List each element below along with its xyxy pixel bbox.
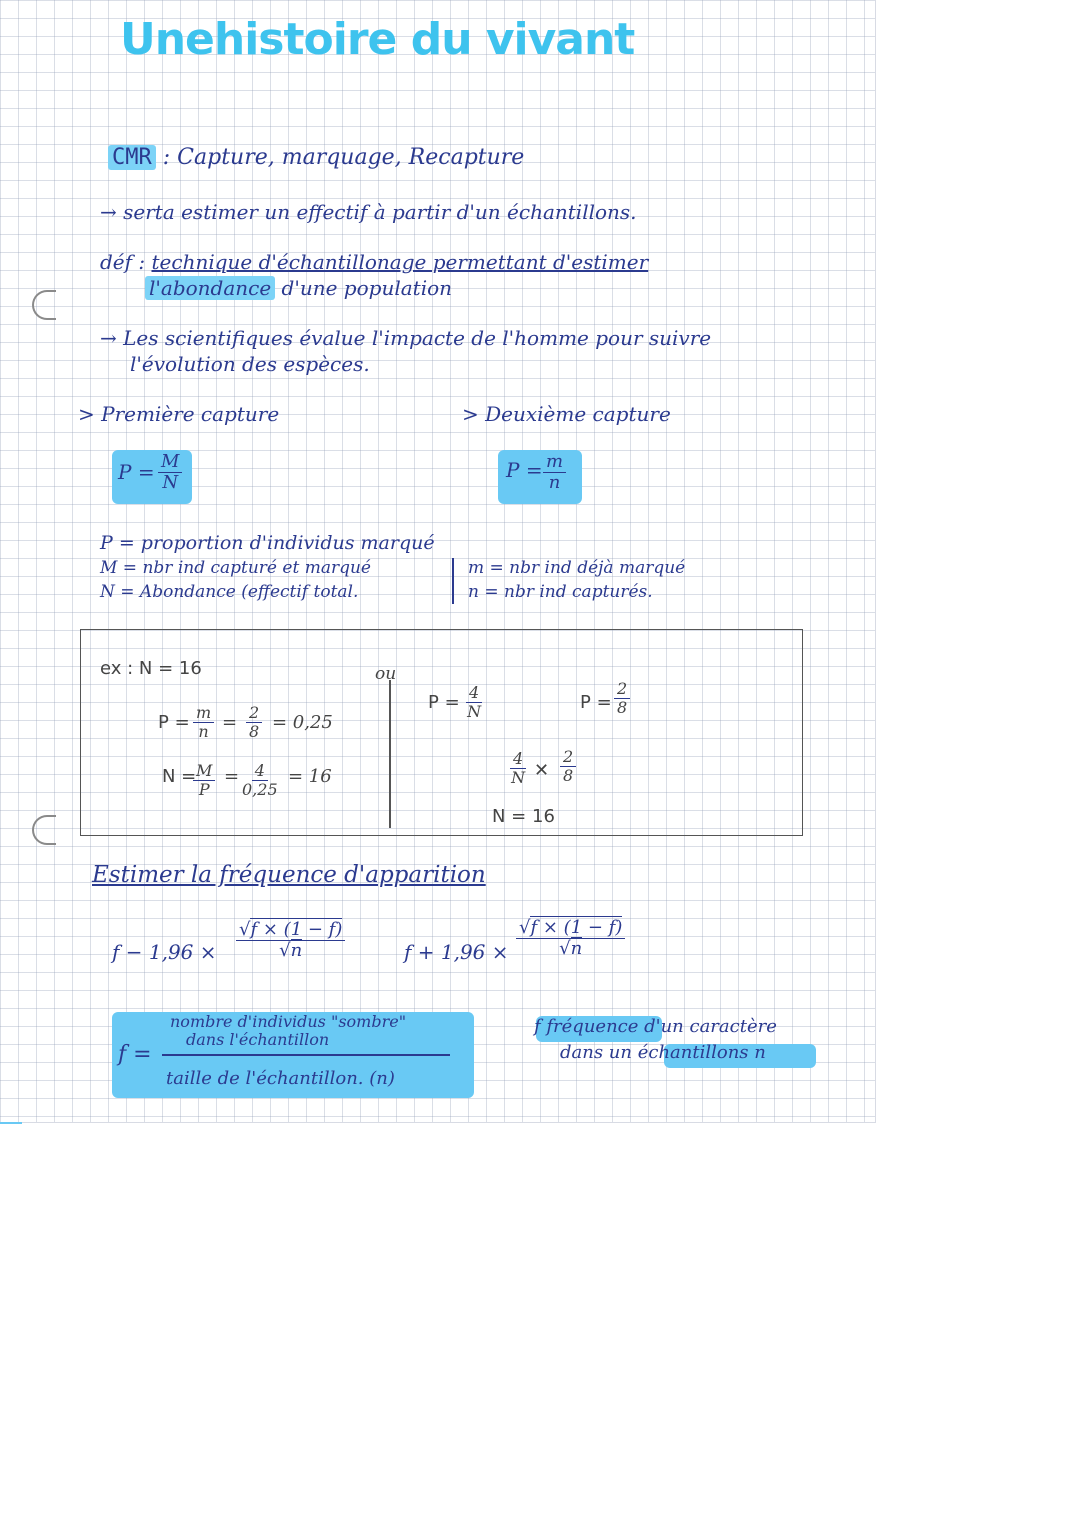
legend-divider bbox=[452, 558, 454, 604]
ci-right-fraction bbox=[516, 918, 625, 959]
binder-hole bbox=[32, 290, 56, 320]
def-rest: d'une population bbox=[281, 276, 453, 300]
f-denominator: taille de l'échantillon. (n) bbox=[166, 1068, 395, 1089]
ex-n-result: = 16 bbox=[288, 766, 332, 787]
fraction-denominator: 0,25 bbox=[242, 779, 278, 799]
sqrt-numerator: √f × (1 − f) bbox=[516, 918, 625, 939]
fraction-numerator: 4 bbox=[510, 750, 526, 769]
ex-p-eq: = bbox=[222, 712, 238, 733]
scientists-line: → Les scientifiques évalue l'impacte de l'homme pour suivre bbox=[100, 326, 712, 350]
ex-n-lhs: N = bbox=[162, 766, 197, 787]
fraction-numerator: m bbox=[193, 704, 214, 723]
ex-n-fraction-2 bbox=[242, 762, 278, 798]
fraction-denominator: 8 bbox=[563, 765, 574, 785]
legend-m: m = nbr ind déjà marqué bbox=[468, 558, 686, 578]
fraction-denominator: N bbox=[162, 471, 179, 493]
cmr-abbr: CMR bbox=[108, 145, 156, 170]
f-numerator-line-1: nombre d'individus "sombre" bbox=[170, 1012, 407, 1031]
ex-r-cross-fraction-2 bbox=[560, 748, 576, 784]
fraction-denominator: 8 bbox=[617, 697, 628, 717]
fraction-denominator: N bbox=[511, 767, 526, 787]
ex-r-p1-fraction bbox=[466, 684, 482, 720]
cmr-text: : Capture, marquage, Recapture bbox=[162, 145, 525, 170]
sqrt-numerator-text: f × (1 − f) bbox=[530, 917, 623, 938]
sqrt-denominator: √n bbox=[279, 939, 303, 961]
ci-left-prefix: f − 1,96 × bbox=[112, 940, 217, 964]
sqrt-denominator-text: n bbox=[570, 937, 583, 959]
f-lhs: f = bbox=[118, 1042, 152, 1067]
or-label: ou bbox=[375, 664, 397, 684]
fraction-numerator: M bbox=[193, 762, 215, 781]
legend-p: P = proportion d'individus marqué bbox=[100, 532, 435, 554]
cmr-line bbox=[108, 145, 524, 170]
example-divider bbox=[389, 680, 391, 828]
legend-N: N = Abondance (effectif total. bbox=[100, 582, 359, 602]
ex-p-lhs: P = bbox=[158, 712, 190, 733]
definition-line-2 bbox=[145, 276, 452, 300]
f-definition-line-2: dans un échantillons n bbox=[560, 1042, 766, 1063]
ci-right-prefix: f + 1,96 × bbox=[404, 940, 509, 964]
fraction-numerator: 2 bbox=[560, 748, 576, 767]
legend-n: n = nbr ind capturés. bbox=[468, 582, 653, 602]
second-formula-lhs: P = bbox=[506, 458, 543, 482]
def-highlight: l'abondance bbox=[145, 276, 275, 300]
def-label: déf : bbox=[100, 250, 146, 274]
serta-line: → serta estimer un effectif à partir d'un échantillons. bbox=[100, 200, 637, 224]
ci-left-fraction bbox=[236, 920, 345, 961]
def-text: technique d'échantillonage permettant d'estimer bbox=[151, 250, 649, 274]
first-formula-lhs: P = bbox=[118, 460, 155, 484]
ex-p-fraction-2 bbox=[246, 704, 262, 740]
f-definition-line-1: f fréquence d'un caractère bbox=[534, 1016, 777, 1037]
f-numerator-line-2: dans l'échantillon bbox=[186, 1030, 330, 1049]
sqrt-numerator-text: f × (1 − f) bbox=[250, 919, 343, 940]
first-formula-fraction bbox=[158, 452, 182, 493]
fraction-numerator: 2 bbox=[246, 704, 262, 723]
sqrt-denominator-text: n bbox=[290, 939, 303, 961]
ex-p-result: = 0,25 bbox=[272, 712, 333, 733]
binder-hole bbox=[32, 815, 56, 845]
ex-n-fraction-1 bbox=[193, 762, 215, 798]
f-fraction-bar bbox=[162, 1054, 450, 1056]
example-label: ex : N = 16 bbox=[100, 658, 202, 679]
ex-p-fraction-1 bbox=[193, 704, 214, 740]
fraction-numerator: M bbox=[158, 452, 182, 473]
sqrt-denominator: √n bbox=[559, 937, 583, 959]
fraction-denominator: N bbox=[467, 701, 482, 721]
legend-M: M = nbr ind capturé et marqué bbox=[100, 558, 371, 578]
ex-r-result: N = 16 bbox=[492, 806, 555, 827]
scientists-line-2: l'évolution des espèces. bbox=[130, 352, 370, 376]
second-capture-label: > Deuxième capture bbox=[462, 402, 671, 426]
fraction-numerator: 4 bbox=[466, 684, 482, 703]
cross-multiply-icon: ✕ bbox=[534, 760, 550, 781]
second-formula-fraction bbox=[543, 452, 566, 493]
fraction-denominator: 8 bbox=[249, 721, 260, 741]
fraction-denominator: P bbox=[198, 779, 210, 799]
fraction-numerator: 4 bbox=[252, 762, 268, 781]
sqrt-numerator: √f × (1 − f) bbox=[236, 920, 345, 941]
ex-r-p1-lhs: P = bbox=[428, 692, 460, 713]
ex-r-cross-fraction-1 bbox=[510, 750, 526, 786]
page-edge-mark bbox=[0, 1122, 22, 1124]
fraction-numerator: m bbox=[543, 452, 566, 473]
first-capture-label: > Première capture bbox=[78, 402, 280, 426]
page-title: Unehistoire du vivant bbox=[120, 14, 635, 65]
fraction-denominator: n bbox=[198, 721, 209, 741]
frequency-heading: Estimer la fréquence d'apparition bbox=[92, 862, 486, 888]
definition-line bbox=[100, 250, 648, 274]
ex-r-p2-fraction bbox=[614, 680, 630, 716]
fraction-numerator: 2 bbox=[614, 680, 630, 699]
ex-n-eq: = bbox=[224, 766, 240, 787]
ex-r-p2-lhs: P = bbox=[580, 692, 612, 713]
fraction-denominator: n bbox=[548, 471, 561, 493]
